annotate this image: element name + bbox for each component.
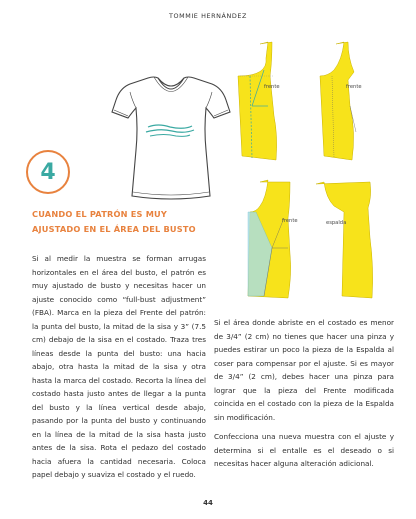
pattern-diagram-top — [228, 36, 388, 166]
right-column — [214, 316, 394, 477]
pattern-label-espalda: espalda — [326, 220, 347, 226]
body-paragraph: Si al medir la muestra se forman arrugas horizontales en el área del busto, el patrón es muy ajustado de busto y necesitas hacer un ajuste conocido como “full-bust adjustment” (FBA). Marca en la pieza del Frente del patrón: la punta del busto, la mitad de la sisa y 3” (7.5 cm) debajo de la sisa en el costado. Traza tres líneas desde la punta del busto: una hacia abajo, otra hasta la mitad de la sisa y otra hasta la marca del costado. Recorta la línea del costado hasta justo antes de llegar a la punta del busto y la línea vertical desde abajo, pasando por la punta del busto y continuando en la línea de la mitad de la sisa hasta justo antes de la sisa. Rota el pedazo del costado hacia afuera la cantidad necesaria. Coloca papel debajo y suaviza el costado y el ruedo. — [32, 254, 206, 479]
body-paragraph: Confecciona una nueva muestra con el ajuste y determina si el entalle es el deseado o si necesitas hacer alguna alteración adicional. — [214, 432, 394, 468]
pattern-diagram-bottom — [232, 178, 382, 306]
section-heading-line2: AJUSTADO EN EL ÁREA DEL BUSTO — [32, 224, 196, 234]
tshirt-illustration — [96, 70, 246, 202]
section-heading-line1: CUANDO EL PATRÓN ES MUY — [32, 209, 168, 219]
left-column — [32, 252, 206, 488]
body-paragraph: Si el área donde abriste en el costado es menor de 3/4” (2 cm) no tienes que hacer una pinza y puedes estirar un poco la pieza de la Espalda al coser para compensar por el ajuste. Si es mayor de 3/4” (2 cm), debes hacer una pinza para lograr que la pieza del Frente modificada coincida en el costado con la pieza de la Espalda sin modificación. — [214, 318, 394, 422]
pattern-label-frente-left: frente — [264, 84, 280, 90]
step-number: 4 — [40, 159, 56, 185]
page-number: 44 — [203, 499, 213, 507]
step-number-badge — [26, 150, 70, 194]
pattern-label-frente: frente — [282, 218, 298, 224]
running-header: TOMMIE HERNÁNDEZ — [168, 12, 248, 20]
pattern-label-frente-right: frente — [346, 84, 362, 90]
section-heading — [32, 207, 212, 237]
